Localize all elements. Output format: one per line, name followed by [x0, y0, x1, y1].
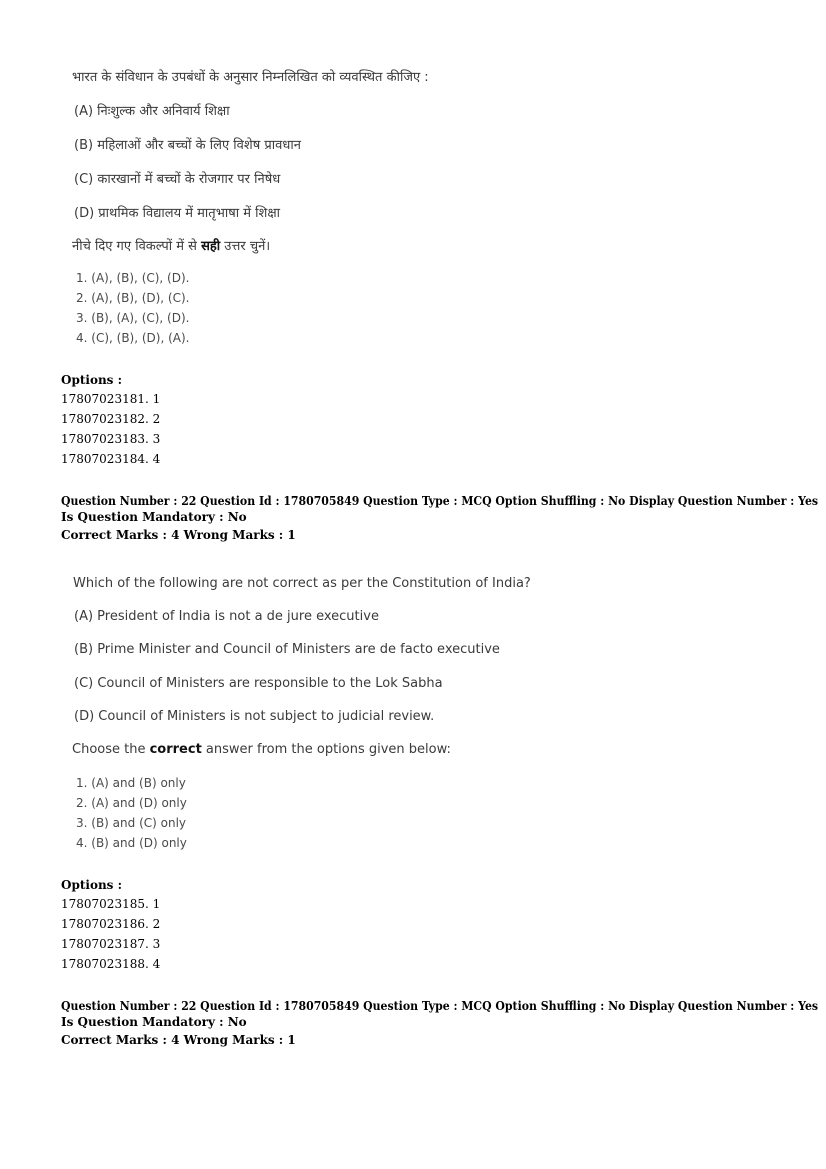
- option-id-1: 17807023185. 1: [61, 897, 161, 911]
- choice-1: 1. (A), (B), (C), (D).: [76, 271, 190, 285]
- option-id-2: 17807023182. 2: [61, 412, 161, 426]
- option-id-4: 17807023184. 4: [61, 452, 161, 466]
- choice-3: 3. (B) and (C) only: [76, 816, 187, 830]
- option-id-4: 17807023188. 4: [61, 957, 161, 971]
- option-id-1: 17807023181. 1: [61, 392, 161, 406]
- options-label: Options :: [61, 878, 123, 892]
- choice-4: 4. (B) and (D) only: [76, 836, 187, 850]
- statement-b: (B) Prime Minister and Council of Ministers are de facto executive: [74, 642, 500, 657]
- question-text: भारत के संविधान के उपबंधों के अनुसार निम्नलिखित को व्यवस्थित कीजिए :: [72, 70, 429, 85]
- marks-line: Correct Marks : 4 Wrong Marks : 1: [61, 1033, 296, 1047]
- question-meta-line: Question Number : 22 Question Id : 1780705849 Question Type : MCQ Option Shuffling : No Display Question Number : Yes: [61, 494, 819, 508]
- option-id-2: 17807023186. 2: [61, 917, 161, 931]
- statement-a: (A) President of India is not a de jure executive: [74, 609, 379, 624]
- instruction-text: Choose the correct answer from the options given below:: [72, 742, 451, 757]
- statement-c: (C) Council of Ministers are responsible to the Lok Sabha: [74, 676, 443, 691]
- mandatory-line: Is Question Mandatory : No: [61, 1015, 247, 1029]
- marks-line: Correct Marks : 4 Wrong Marks : 1: [61, 528, 296, 542]
- statement-b: (B) महिलाओं और बच्चों के लिए विशेष प्रावधान: [74, 138, 301, 153]
- statement-d: (D) Council of Ministers is not subject to judicial review.: [74, 709, 435, 724]
- statement-c: (C) कारखानों में बच्चों के रोजगार पर निषेध: [74, 172, 281, 187]
- question-meta-line: Question Number : 22 Question Id : 1780705849 Question Type : MCQ Option Shuffling : No Display Question Number : Yes: [61, 999, 819, 1013]
- choice-3: 3. (B), (A), (C), (D).: [76, 311, 190, 325]
- choice-1: 1. (A) and (B) only: [76, 776, 186, 790]
- instruction-text: नीचे दिए गए विकल्पों में से सही उत्तर चुनें।: [72, 239, 271, 254]
- statement-a: (A) निःशुल्क और अनिवार्य शिक्षा: [74, 104, 230, 119]
- choice-2: 2. (A) and (D) only: [76, 796, 187, 810]
- options-label: Options :: [61, 373, 123, 387]
- option-id-3: 17807023183. 3: [61, 432, 161, 446]
- mandatory-line: Is Question Mandatory : No: [61, 510, 247, 524]
- option-id-3: 17807023187. 3: [61, 937, 161, 951]
- question-text: Which of the following are not correct as per the Constitution of India?: [73, 576, 531, 591]
- choice-4: 4. (C), (B), (D), (A).: [76, 331, 190, 345]
- statement-d: (D) प्राथमिक विद्यालय में मातृभाषा में शिक्षा: [74, 206, 281, 221]
- choice-2: 2. (A), (B), (D), (C).: [76, 291, 190, 305]
